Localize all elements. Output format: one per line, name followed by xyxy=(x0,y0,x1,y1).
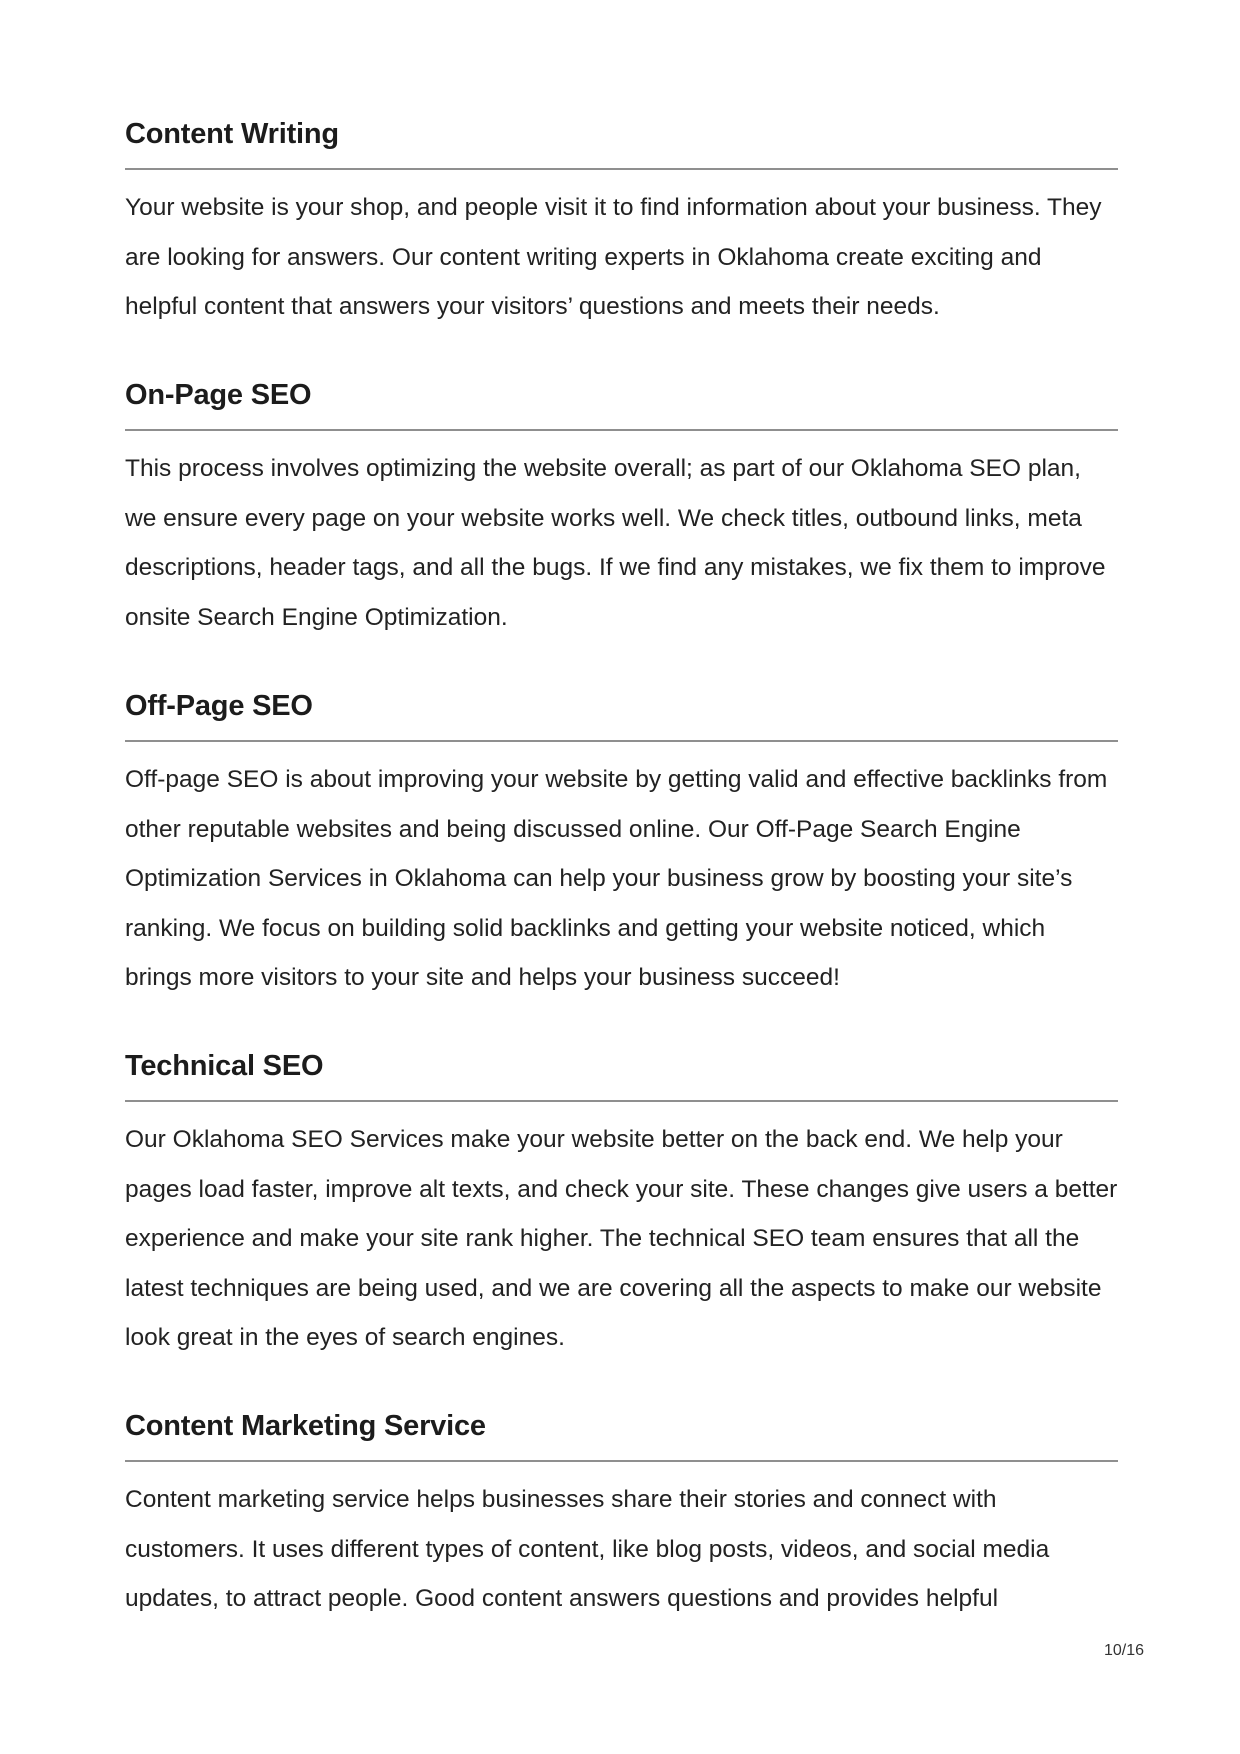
section-divider xyxy=(125,429,1118,431)
section-content-marketing-service xyxy=(125,1408,1118,1624)
section-body: Your website is your shop, and people visit it to find information about your business. They are looking for answers. Our content writing experts in Oklahoma create exciting and helpful content that answers your visitors’ questions and meets their needs. xyxy=(125,194,1102,321)
section-heading: Content Writing xyxy=(125,118,339,150)
section-divider xyxy=(125,1100,1118,1102)
section-technical-seo xyxy=(125,1048,1118,1363)
section-divider xyxy=(125,1460,1118,1462)
section-body: Off-page SEO is about improving your website by getting valid and effective backlinks from other reputable websites and being discussed online. Our Off-Page Search Engine Optimization Services in Oklahoma can help your business grow by boosting your site’s ranking. We focus on building solid backlinks and getting your website noticed, which brings more visitors to your site and helps your business succeed! xyxy=(125,766,1108,992)
section-body: Our Oklahoma SEO Services make your website better on the back end. We help your pages load faster, improve alt texts, and check your site. These changes give users a better experience and make your site rank higher. The technical SEO team ensures that all the latest techniques are being used, and we are covering all the aspects to make our website look great in the eyes of search engines. xyxy=(125,1126,1118,1352)
section-heading: Content Marketing Service xyxy=(125,1410,486,1442)
section-content-writing xyxy=(125,116,1118,332)
section-heading: On-Page SEO xyxy=(125,379,312,411)
section-divider xyxy=(125,740,1118,742)
section-heading: Off-Page SEO xyxy=(125,690,313,722)
section-divider xyxy=(125,168,1118,170)
section-body: This process involves optimizing the website overall; as part of our Oklahoma SEO plan, we ensure every page on your website works well. We check titles, outbound links, meta descriptions, header tags, and all the bugs. If we find any mistakes, we fix them to improve onsite Search Engine Optimization. xyxy=(125,455,1106,631)
section-off-page-seo xyxy=(125,688,1118,1003)
section-on-page-seo xyxy=(125,377,1118,642)
page-number: 10/16 xyxy=(1104,1642,1145,1659)
section-heading: Technical SEO xyxy=(125,1050,324,1082)
section-body: Content marketing service helps businesses share their stories and connect with customers. It uses different types of content, like blog posts, videos, and social media updates, to attract people. Good content answers questions and provides helpful xyxy=(125,1486,1050,1613)
